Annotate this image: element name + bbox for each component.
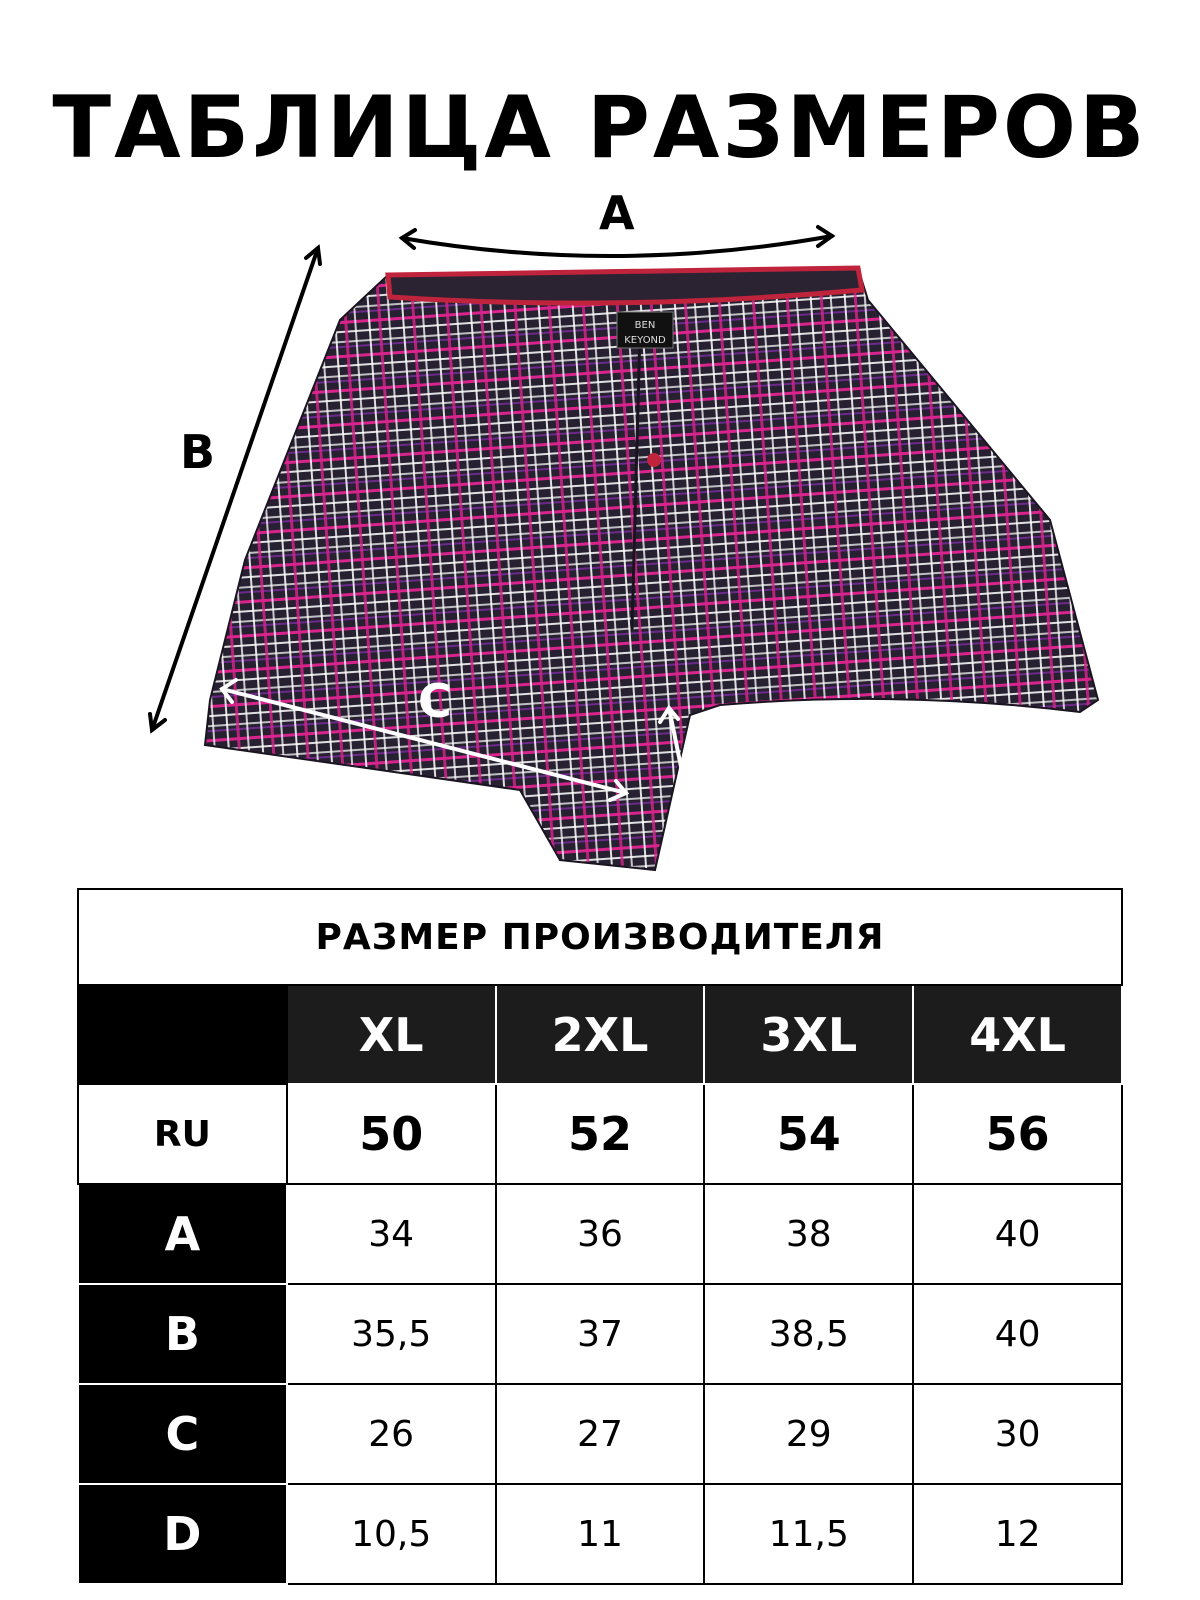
size-row [78,985,1122,1084]
size-cell: XL [287,985,496,1084]
measure-value: 27 [496,1384,705,1484]
row-label-c: C [78,1384,287,1484]
measure-value: 30 [913,1384,1122,1484]
row-label-d: D [78,1484,287,1584]
table-header: РАЗМЕР ПРОИЗВОДИТЕЛЯ [78,889,1122,985]
measure-row-d [78,1484,1122,1584]
measure-value: 11 [496,1484,705,1584]
dimension-d-label: D [712,738,751,792]
size-cell: 4XL [913,985,1122,1084]
measure-value: 29 [704,1384,913,1484]
measure-value: 40 [913,1184,1122,1284]
measure-value: 34 [287,1184,496,1284]
corner-cell [78,985,287,1084]
measure-value: 38 [704,1184,913,1284]
ru-value: 50 [287,1084,496,1184]
table-header-row [78,889,1122,985]
row-label-b: B [78,1284,287,1384]
measure-row-b [78,1284,1122,1384]
size-cell: 2XL [496,985,705,1084]
measure-row-c [78,1384,1122,1484]
ru-value: 54 [704,1084,913,1184]
size-cell: 3XL [704,985,913,1084]
measure-value: 40 [913,1284,1122,1384]
measure-value: 36 [496,1184,705,1284]
measure-value: 38,5 [704,1284,913,1384]
measure-value: 37 [496,1284,705,1384]
size-table [77,888,1123,1585]
measure-value: 26 [287,1384,496,1484]
row-label-a: A [78,1184,287,1284]
page-title: ТАБЛИЦА РАЗМЕРОВ [52,78,1148,178]
measure-value: 11,5 [704,1484,913,1584]
ru-value: 56 [913,1084,1122,1184]
measure-value: 10,5 [287,1484,496,1584]
shorts-body [205,268,1098,870]
button [647,453,661,467]
brand-tag-line1: BEN [634,320,656,331]
measure-row-a [78,1184,1122,1284]
brand-tag-line2: KEYOND [624,335,666,346]
measure-value: 12 [913,1484,1122,1584]
dimension-a-label: A [599,186,635,240]
ru-row [78,1084,1122,1184]
row-label-ru: RU [78,1084,287,1184]
waistband [388,268,862,303]
measure-value: 35,5 [287,1284,496,1384]
dimension-c-label: C [418,674,452,728]
ru-value: 52 [496,1084,705,1184]
dimension-b-label: B [180,425,216,479]
